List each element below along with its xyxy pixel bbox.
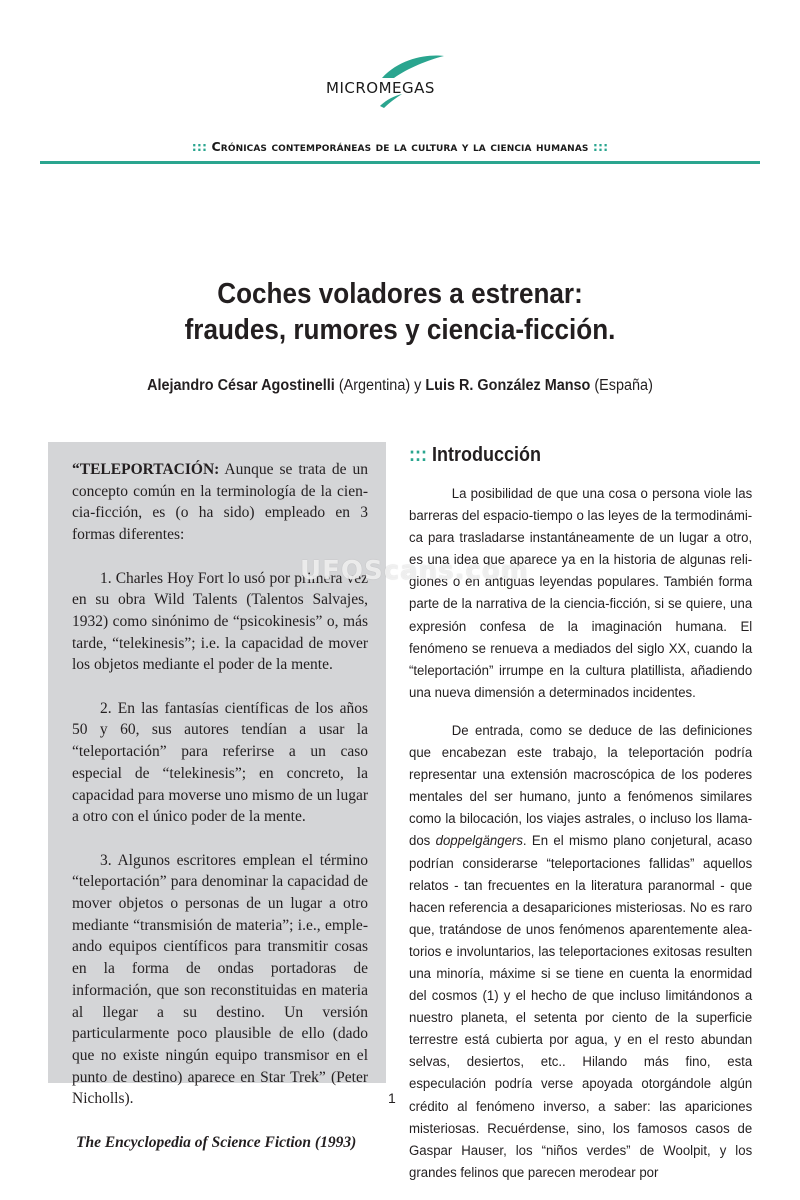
definition-item: 1. Charles Hoy Fort lo usó por primera vez en su obra Wild Talents (Talentos Salvajes, 1932) como sinónimo de “psicokinesis” o, más tarde, “telekinesis”; i.e. la capacidad de mover los objetos mediante el poder de la mente. xyxy=(72,569,368,674)
micromegas-logo xyxy=(320,52,480,108)
body-paragraph xyxy=(409,720,752,1184)
definition-lead: Aunque se trata de un concepto común en la terminología de la ciencia-ficción, es (o ha sido) empleado en 3 formas diferentes: xyxy=(72,461,368,544)
definition-item: 2. En las fantasías científicas de los años 50 y 60, sus autores tendían a usar la “teleportación” para referirse a un caso especial de “telekinesis”; en concreto, la capacidad para moverse uno mismo de un lugar a otro con el único poder de la mente. xyxy=(72,699,368,826)
banner-dots-left: ::: xyxy=(191,139,208,154)
watermark: UFOScans.com xyxy=(300,556,529,586)
author-name: Luis R. González Manso xyxy=(425,377,591,394)
author-country: (España) xyxy=(594,377,653,394)
header-divider xyxy=(40,161,760,164)
heading-dots: ::: xyxy=(409,444,427,466)
section-heading-introduccion xyxy=(409,444,718,467)
author-name: Alejandro César Agostinelli xyxy=(147,377,335,394)
article-title xyxy=(40,276,760,348)
logo-text: MICROMEGAS xyxy=(326,79,435,97)
title-line-1: Coches voladores a estrenar: xyxy=(217,278,583,310)
banner-dots-right: ::: xyxy=(592,139,609,154)
publication-banner xyxy=(0,139,800,154)
definition-term: “TELEPORTACIÓN: xyxy=(72,461,220,478)
title-line-2: fraudes, rumores y ciencia-ficción. xyxy=(184,314,616,346)
page-number: 1 xyxy=(388,1090,396,1106)
article-authors xyxy=(28,377,772,395)
paragraph-text: La posibilidad de que una cosa o persona viole las barreras del espacio-tiempo o las leyes de la termodinámica para trasladarse instantáneamente de un lugar a otro, es una idea que aparece ya en la historia de algunas religiones o en antiguas leyendas populares. También forma parte de la narrativa de la ciencia-ficción, si se quiere, una expresión confesa de la imaginación humana. El fenómeno se renueva a mediados del siglo XX, cuando la “teleportación” irrumpe en la cultura platillista, añadiendo una nueva dimensión a determinados incidentes. xyxy=(409,486,753,701)
body-paragraph xyxy=(409,483,752,704)
definition-sidebar xyxy=(48,442,386,1151)
banner-text: Crónicas contemporáneas de la cultura y la ciencia humanas xyxy=(211,139,589,154)
definition-intro xyxy=(72,459,368,546)
author-country: (Argentina) xyxy=(338,377,411,394)
paragraph-emphasis: doppelgängers xyxy=(435,833,523,850)
heading-text: Introducción xyxy=(431,444,541,466)
definition-item: 3. Algunos escritores emplean el término “teleportación” para denominar la capacidad de mover objetos o personas de un lugar a otro mediante “transmisión de materia”; i.e., empleando equipos científicos para transmitir cosas en la forma de ondas portadoras de información, que son reconstituidas en materia al llegar a su destino. Un versión particularmente poco plausible de ello (dado que no existe ningún equipo transmisor en el punto de destino) aparece en Star Trek” (Peter Nicholls). xyxy=(72,851,368,1108)
authors-joiner: y xyxy=(414,377,422,394)
definition-source: The Encyclopedia of Science Fiction (1993) xyxy=(76,1133,357,1151)
paragraph-text: . En el mismo plano conjetural, acaso podrían considerarse “teleportaciones fallidas” aquellos relatos - tan frecuentes en la literatura paranormal - que hacen referencia a desapariciones misteriosas. No es raro que, tratándose de unos fenómenos aparentemente aleatorios e involuntarios, las teleportaciones exitosas resulten una minoría, máxime si se tiene en cuenta la enormidad del cosmos (1) y el hecho de que incluso limitándonos a nuestro planeta, el setenta por ciento de la superficie terrestre está cubierta por agua, y en el resto abundan selvas, desiertos, etc.. Hilando más fino, esta especulación podría verse apoyada otorgándole algún crédito al fenómeno inverso, a saber: las apariciones misteriosas. Recuérdense, sino, los famosos casos de Gaspar Hauser, los “niños verdes” de Woolpit, y los grandes felinos que parecen merodear por xyxy=(409,833,753,1181)
paragraph-text: De entrada, como se deduce de las definiciones que encabezan este trabajo, la teleportación podría representar una extensión macroscópica de los poderes mentales del ser humano, junto a fenómenos similares como la bilocación, los viajes astrales, o incluso los llamados xyxy=(409,722,753,850)
